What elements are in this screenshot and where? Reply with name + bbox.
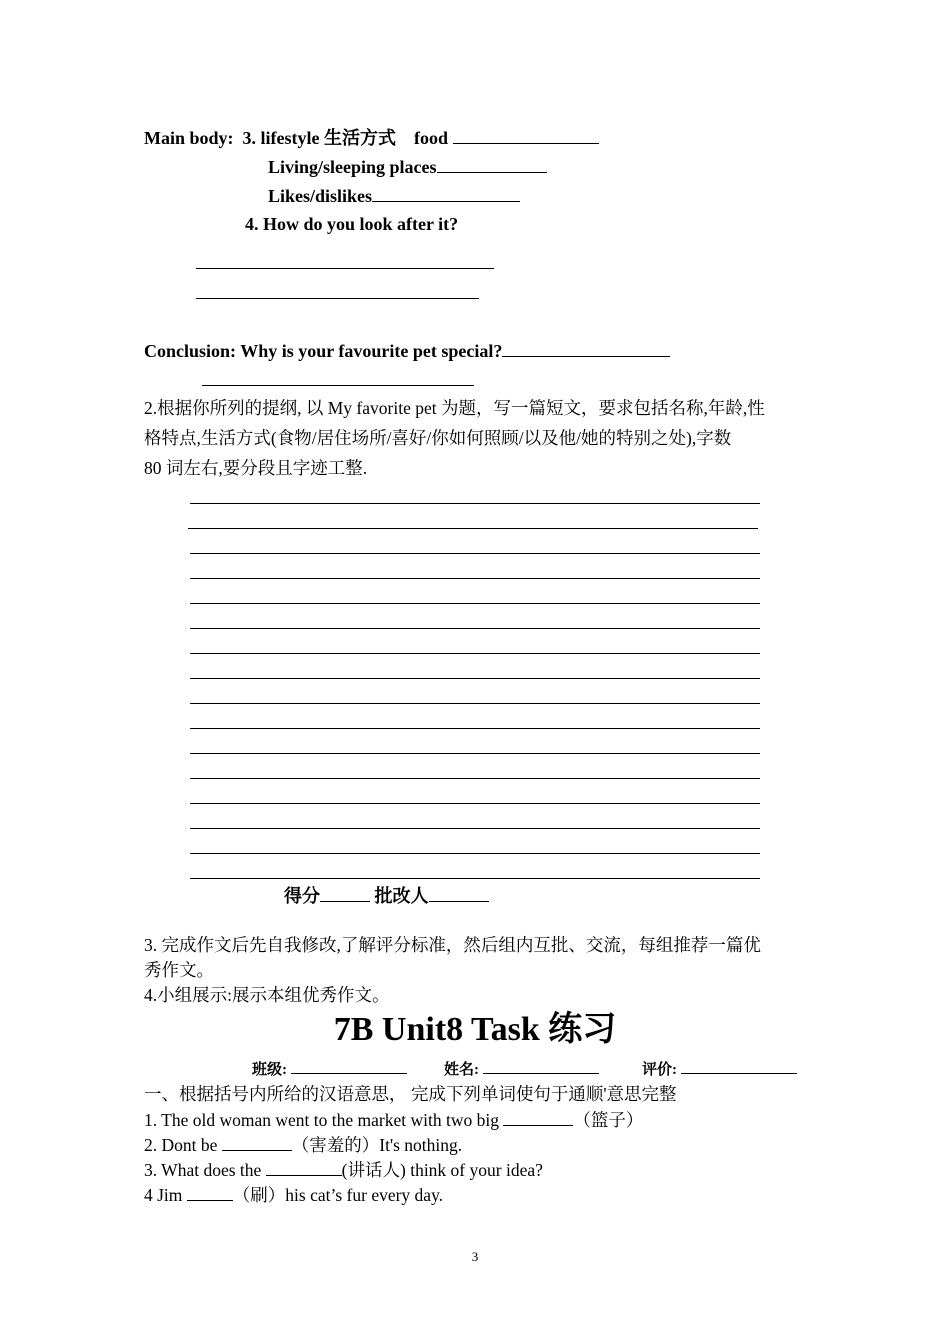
section-one-heading: 一、根据括号内所给的汉语意思， 完成下列单词使句于通顺'意思完整 [144,1084,677,1104]
question-hint: （篮子） [573,1110,644,1130]
eval-label: 评价: [642,1062,677,1078]
name-blank[interactable] [483,1060,599,1074]
writing-line[interactable] [190,653,760,654]
writing-line[interactable] [190,628,760,629]
grader-blank[interactable] [429,884,489,902]
question-2 [144,1133,462,1156]
answer-line[interactable] [202,385,474,386]
writing-line[interactable] [190,603,760,604]
writing-line[interactable] [190,878,760,879]
eval-field [642,1060,797,1080]
answer-line[interactable] [196,268,494,269]
writing-line[interactable] [190,778,760,779]
writing-line[interactable] [190,503,760,504]
score-line [284,884,489,907]
answer-blank[interactable] [266,1158,342,1176]
conclusion-line [144,339,670,362]
main-body-label: Main body: [144,128,234,148]
look-after-question: 4. How do you look after it? [245,214,459,234]
food-blank[interactable] [453,126,599,144]
eval-blank[interactable] [681,1060,797,1074]
class-label: 班级: [252,1062,287,1078]
writing-line[interactable] [190,753,760,754]
writing-line[interactable] [190,703,760,704]
class-field [252,1060,407,1080]
question-hint: (讲话人) think of your idea? [341,1160,543,1180]
question-hint: （害羞的）It's nothing. [291,1135,463,1155]
task3-line: 3. 完成作文后先自我修改,了解评分标准，然后组内互批、交流，每组推荐一篇优 [144,935,761,955]
living-places-blank[interactable] [437,155,547,173]
question-1 [144,1108,643,1131]
lifestyle-item: 3. lifestyle 生活方式 [242,128,397,148]
task3-line: 秀作文。 [144,960,214,980]
answer-line[interactable] [196,298,479,299]
page-number: 3 [471,1249,479,1264]
grader-label: 批改人 [374,886,429,906]
answer-blank[interactable] [222,1133,292,1151]
class-blank[interactable] [291,1060,407,1074]
task2-line: 2.根据你所列的提纲, 以 My favorite pet 为题，写一篇短文，要求包括名称,年龄,性 [144,398,765,418]
conclusion-question: Conclusion: Why is your favourite pet special? [144,341,503,361]
conclusion-blank[interactable] [502,339,670,357]
task2-line: 格特点,生活方式(食物/居住场所/喜好/你如何照顾/以及他/她的特别之处),字数 [144,428,732,448]
writing-line[interactable] [190,728,760,729]
exercise-title: 7B Unit8 Task 练习 [333,1011,617,1048]
question-4 [144,1183,443,1206]
question-text: 1. The old woman went to the market with two big [144,1110,499,1130]
question-text: 4 Jim [144,1185,183,1205]
likes-dislikes-label: Likes/dislikes [268,186,373,206]
writing-line[interactable] [190,678,760,679]
name-label: 姓名: [444,1062,479,1078]
question-3 [144,1158,543,1181]
writing-line[interactable] [190,578,760,579]
task4-line: 4.小组展示:展示本组优秀作文。 [144,985,390,1005]
writing-line[interactable] [190,828,760,829]
answer-blank[interactable] [503,1108,573,1126]
question-hint: （刷）his cat’s fur every day. [232,1185,444,1205]
likes-dislikes-line [268,184,520,207]
answer-blank[interactable] [187,1183,233,1201]
score-blank[interactable] [320,884,370,902]
writing-line[interactable] [190,853,760,854]
food-label: food [414,128,449,148]
likes-dislikes-blank[interactable] [372,184,520,202]
main-body-line [144,126,599,149]
writing-line[interactable] [188,528,758,529]
writing-line[interactable] [190,553,760,554]
task2-line: 80 词左右,要分段且字迹工整. [144,458,368,478]
writing-line[interactable] [190,803,760,804]
living-places-label: Living/sleeping places [268,157,437,177]
name-field [444,1060,599,1080]
question-text: 2. Dont be [144,1135,218,1155]
score-label: 得分 [284,886,320,906]
question-text: 3. What does the [144,1160,262,1180]
living-places-line [268,155,547,178]
